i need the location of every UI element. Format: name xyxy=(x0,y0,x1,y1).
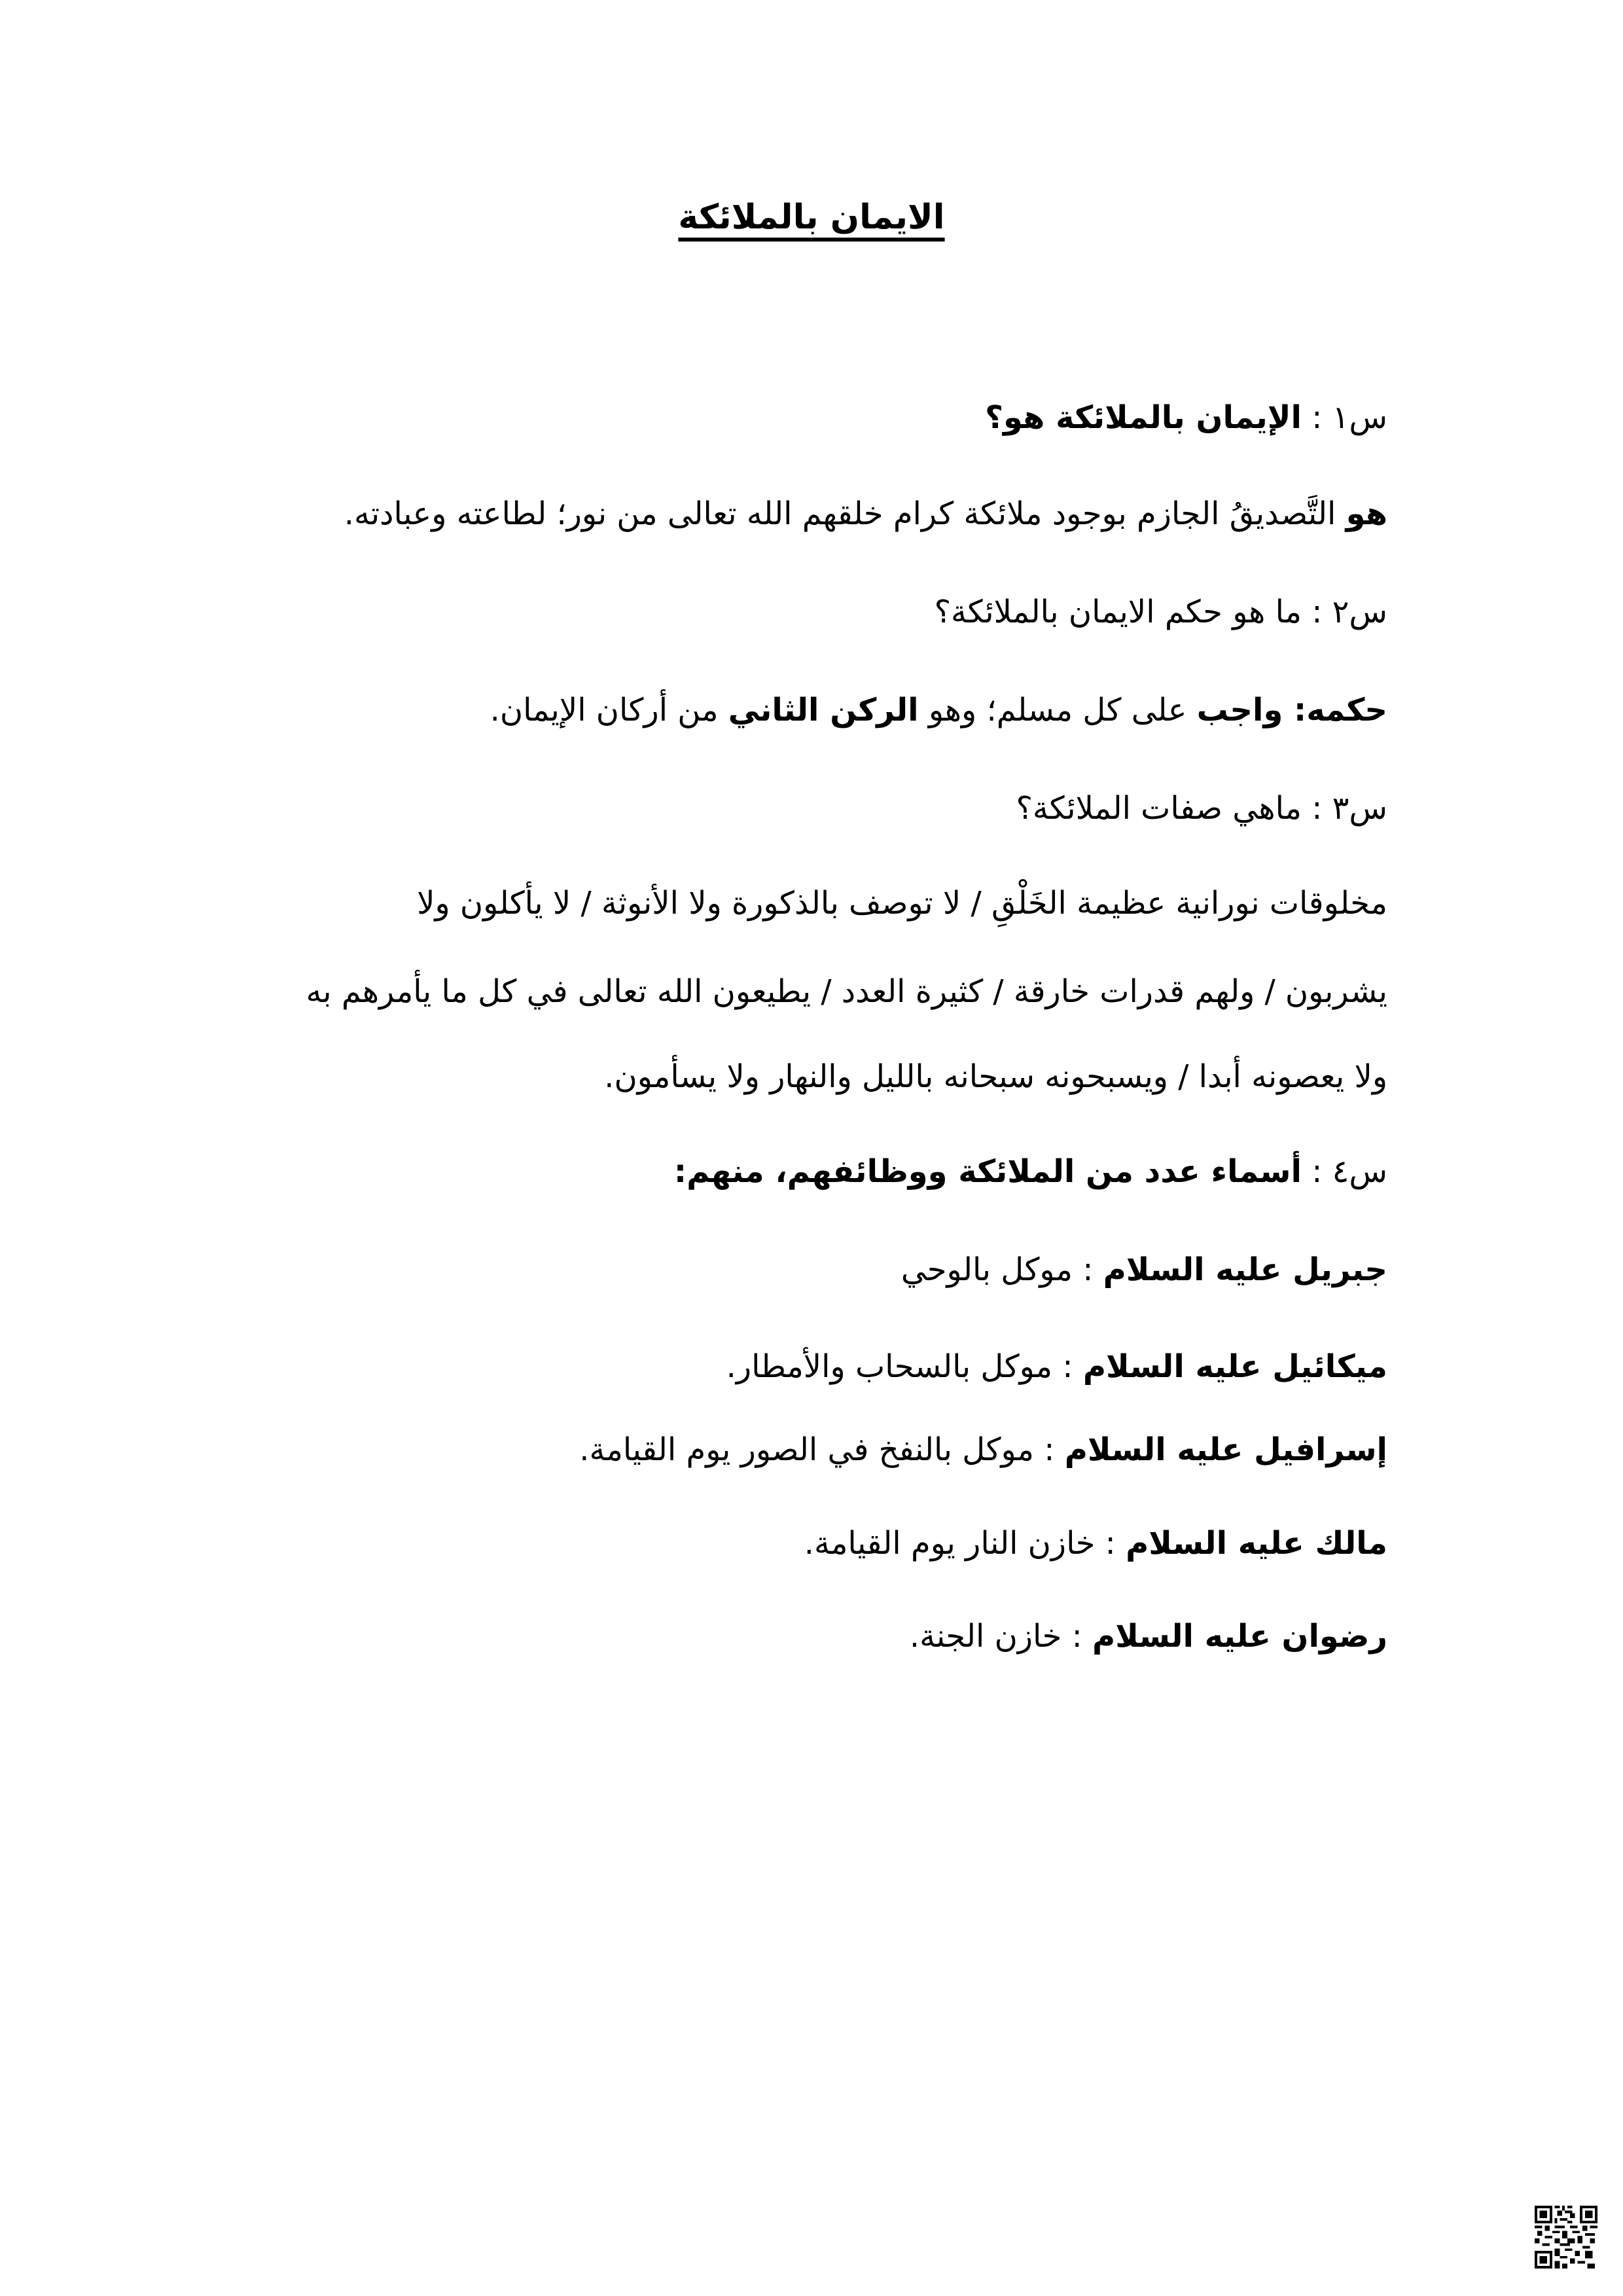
angel-role: موكل بالوحي xyxy=(901,1251,1073,1288)
angel-separator: : xyxy=(1052,1348,1083,1385)
answer-2-text-1: على كل مسلم؛ وهو xyxy=(918,692,1197,728)
answer-1 xyxy=(236,488,1387,540)
angel-role: خازن الجنة. xyxy=(909,1618,1062,1655)
question-2: س٢ : ما هو حكم الايمان بالملائكة؟ xyxy=(934,594,1387,630)
angel-name: ميكائيل عليه السلام xyxy=(1082,1348,1387,1385)
angel-name: رضوان عليه السلام xyxy=(1092,1618,1387,1655)
angel-role: خازن النار يوم القيامة. xyxy=(804,1525,1096,1562)
angel-name: مالك عليه السلام xyxy=(1126,1525,1387,1562)
answer-2 xyxy=(236,684,1387,736)
question-1 xyxy=(236,391,1387,444)
qr-code-icon xyxy=(1535,2206,1597,2269)
angel-item xyxy=(236,1517,1387,1570)
answer-2-bold-2: الركن الثاني xyxy=(728,692,919,728)
answer-1-bold: هو xyxy=(1346,495,1387,532)
answer-1-text: التَّصديقُ الجازم بوجود ملائكة كرام خلقهم الله تعالى من نور؛ لطاعته وعبادته. xyxy=(344,495,1346,532)
angel-item xyxy=(236,1244,1387,1296)
answer-3-line-2: يشربون / ولهم قدرات خارقة / كثيرة العدد / يطيعون الله تعالى في كل ما يأمرهم به xyxy=(306,973,1387,1010)
angel-item xyxy=(236,1610,1387,1662)
question-3: س٣ : ماهي صفات الملائكة؟ xyxy=(1016,790,1387,827)
angel-item xyxy=(236,1424,1387,1476)
angel-name: إسرافيل عليه السلام xyxy=(1064,1431,1387,1468)
question-1-prefix: س١ : xyxy=(1301,399,1387,436)
question-1-text: الإيمان بالملائكة هو؟ xyxy=(985,399,1302,436)
question-4 xyxy=(236,1145,1387,1198)
angel-separator: : xyxy=(1061,1618,1093,1655)
angel-separator: : xyxy=(1095,1525,1126,1562)
question-4-text: أسماء عدد من الملائكة ووظائفهم، منهم: xyxy=(673,1153,1302,1190)
angel-name: جبريل عليه السلام xyxy=(1103,1251,1387,1288)
answer-2-text-2: من أركان الإيمان. xyxy=(490,692,728,728)
angel-role: موكل بالسحاب والأمطار. xyxy=(726,1348,1053,1385)
question-4-prefix: س٤ : xyxy=(1301,1153,1387,1190)
angel-separator: : xyxy=(1034,1431,1065,1468)
angel-role: موكل بالنفخ في الصور يوم القيامة. xyxy=(579,1431,1035,1468)
page-title xyxy=(0,191,1623,243)
answer-2-bold-1: حكمه: واجب xyxy=(1196,692,1387,728)
answer-3-line-1: مخلوقات نورانية عظيمة الخَلْقِ / لا توصف بالذكورة ولا الأنوثة / لا يأكلون ولا xyxy=(417,885,1387,922)
angel-item xyxy=(236,1340,1387,1393)
answer-3-line-3: ولا يعصونه أبدا / ويسبحونه سبحانه بالليل والنهار ولا يسأمون. xyxy=(604,1058,1387,1095)
angel-separator: : xyxy=(1072,1251,1103,1288)
title-text: الايمان بالملائكة xyxy=(678,198,945,237)
